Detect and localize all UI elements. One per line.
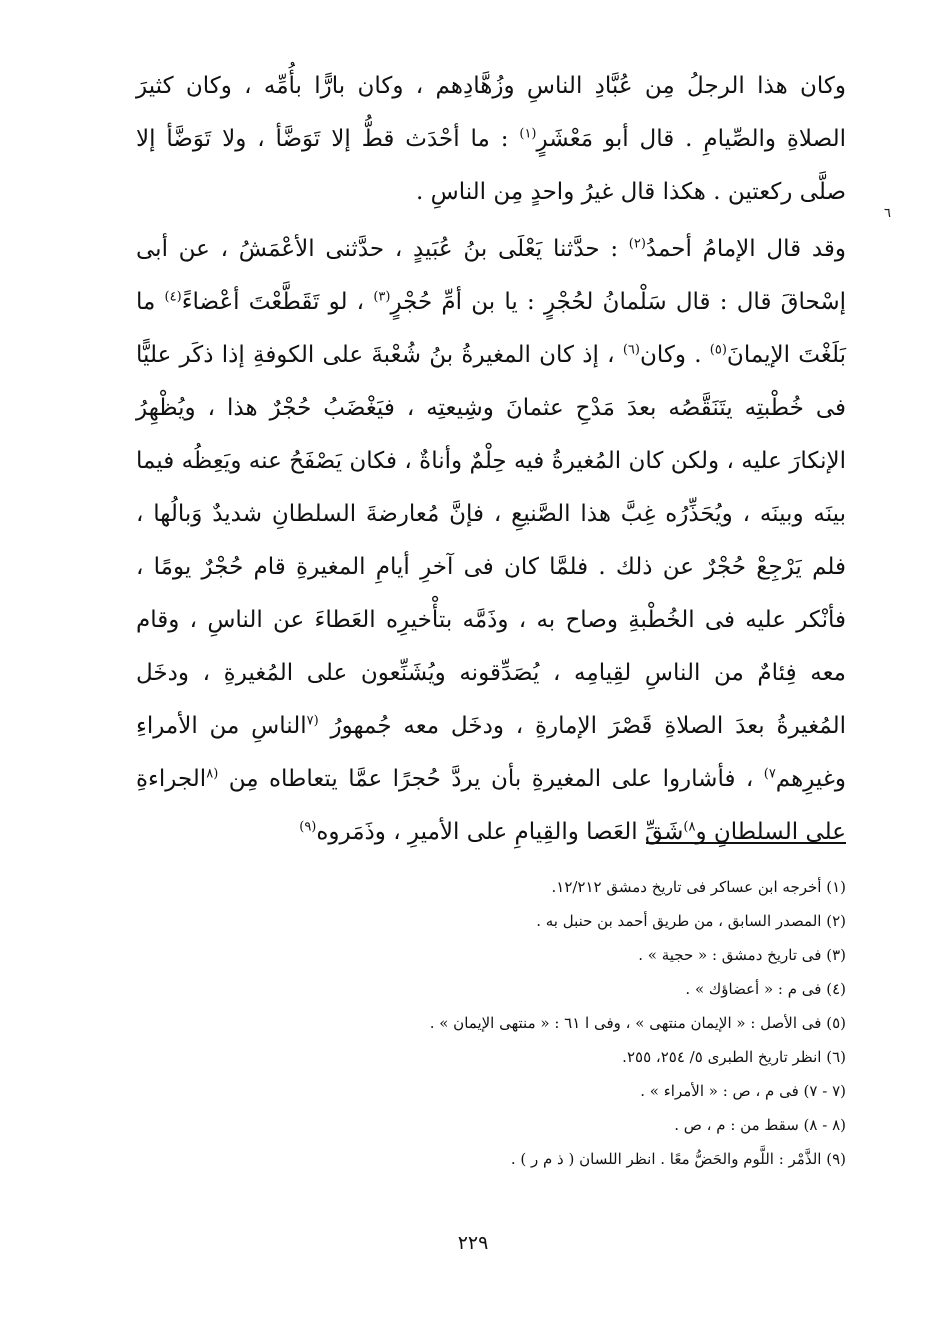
paragraph	[136, 223, 846, 859]
footnote-ref: (٢)	[628, 236, 646, 252]
paragraph	[136, 60, 846, 219]
text-run: شَقِّ العَصا والقِيامِ على الأميرِ ، وذَمَروه	[316, 819, 684, 845]
footnotes-list	[136, 870, 846, 1176]
text-run: ما بَلَغْتَ الإيمانَ	[136, 289, 846, 368]
text-run: . وكان	[639, 342, 710, 368]
footnote-ref: (٥)	[709, 342, 727, 358]
footnote-item: (٥) فى الأصل : « الإيمان منتهى » ، وفى ا ٦١ : « منتهى الإيمان » .	[429, 1014, 846, 1032]
footnote-item: (٧ - ٧) فى م ، ص : « الأمراء » .	[640, 1082, 846, 1100]
footnote-item: (٣) فى تاريخ دمشق : « حجية » .	[638, 946, 846, 964]
footnote-ref: (٨	[206, 766, 219, 782]
footnote-item: (٤) فى م : « أعضاؤك » .	[685, 980, 846, 998]
margin-marker: ٦	[884, 206, 891, 221]
footnote-ref: (٧	[306, 713, 319, 729]
footnote-separator	[646, 842, 846, 844]
footnote-item: (٦) انظر تاريخ الطبرى ٥/ ٢٥٤، ٢٥٥.	[622, 1048, 846, 1066]
footnote-ref: (٩)	[299, 819, 317, 835]
footnote-item: (٨ - ٨) سقط من : م ، ص .	[674, 1116, 846, 1134]
page-number: ٢٢٩	[457, 1232, 489, 1254]
text-run: الناسِ من الأمراءِ وغيرِهم	[136, 713, 846, 792]
footnote-item: (٢) المصدر السابق ، من طريق أحمد بن حنبل به .	[536, 912, 846, 930]
text-run: وقد قال الإمامُ أحمدُ	[645, 236, 846, 262]
text-run: : حدَّثنا يَعْلَى بنُ عُبَيدٍ ، حدَّثنى الأعْمَشُ ، عن أبى إسْحاقَ قال : قال سَلْمانُ لحُجْرٍ : يا بن أمِّ حُجْرٍ	[136, 236, 847, 315]
footnote-ref: (٦)	[622, 342, 640, 358]
footnote-item: (٩) الذَّمْر : اللَّوم والحَضُّ معًا . انظر اللسان ( ذ م ر ) .	[510, 1150, 846, 1168]
text-run: الجراءةِ على السلطانِ و	[136, 766, 846, 845]
main-text	[136, 60, 846, 859]
footnote-ref: (٤)	[164, 289, 182, 305]
footnote-ref: (١)	[519, 126, 537, 142]
footnote-ref: ٧)	[763, 766, 776, 782]
footnote-ref: (٣)	[373, 289, 391, 305]
text-run: ، إذ كان المغيرةُ بنُ شُعْبةَ على الكوفةِ إذا ذكَر عليًّا فى خُطْبتِه يتَنَقَّصُه بعدَ مَدْحِ عثمانَ وشِيعتِه ، فيَغْضَبُ حُجْرٌ هذا ، ويُظْهِرُ الإنكارَ عليه ، ولكن كان المُغيرةُ فيه حِلْمٌ وأناةٌ ، فكان يَصْفَحُ عنه ويَعِظُه فيما بينَه وبينَه ، ويُحَذِّرُه غِبَّ هذا الصَّنيعِ ، فإنَّ مُعارضةَ السلطانِ شديدٌ وَبالُها ، فلم يَرْجِعْ حُجْرٌ عن ذلك . فلمَّا كان فى آخرِ أيامِ المغيرةِ قام حُجْرٌ يومًا ، فأنْكر عليه فى الخُطْبةِ وصاح به ، وذَمَّه بتأْخيرِه العَطاءَ عن الناسِ ، وقام معه فِئامٌ من الناسِ لقِيامِه ، يُصَدِّقونه ويُشَنِّعون على المُغيرةِ ، ودخَل المُغيرةُ بعدَ الصلاةِ قَصْرَ الإمارةِ ، ودخَل معه جُمهورُ	[136, 342, 846, 739]
footnote-item: (١) أخرجه ابن عساكر فى تاريخ دمشق ١٢/٢١٢.	[551, 878, 846, 896]
text-run: : ما أحْدَث قطُّ إلا تَوَضَّأ ، ولا تَوَضَّأ إلا صلَّى ركعتين . هكذا قال غيرُ واحدٍ مِن الناسِ .	[136, 126, 846, 205]
text-run: وكان هذا الرجلُ مِن عُبَّادِ الناسِ وزُهَّادِهم ، وكان بارًّا بأُمِّه ، وكان كثيرَ الصلاةِ والصِّيامِ . قال أبو مَعْشَرٍ	[136, 73, 846, 152]
text-run: ، فأشاروا على المغيرةِ بأن يردَّ حُجرًا عمَّا يتعاطاه مِن	[218, 766, 764, 792]
text-run: ، لو تَقَطَّعْتَ أعْضاءً	[181, 289, 374, 315]
footnote-ref: ٨)	[683, 819, 696, 835]
